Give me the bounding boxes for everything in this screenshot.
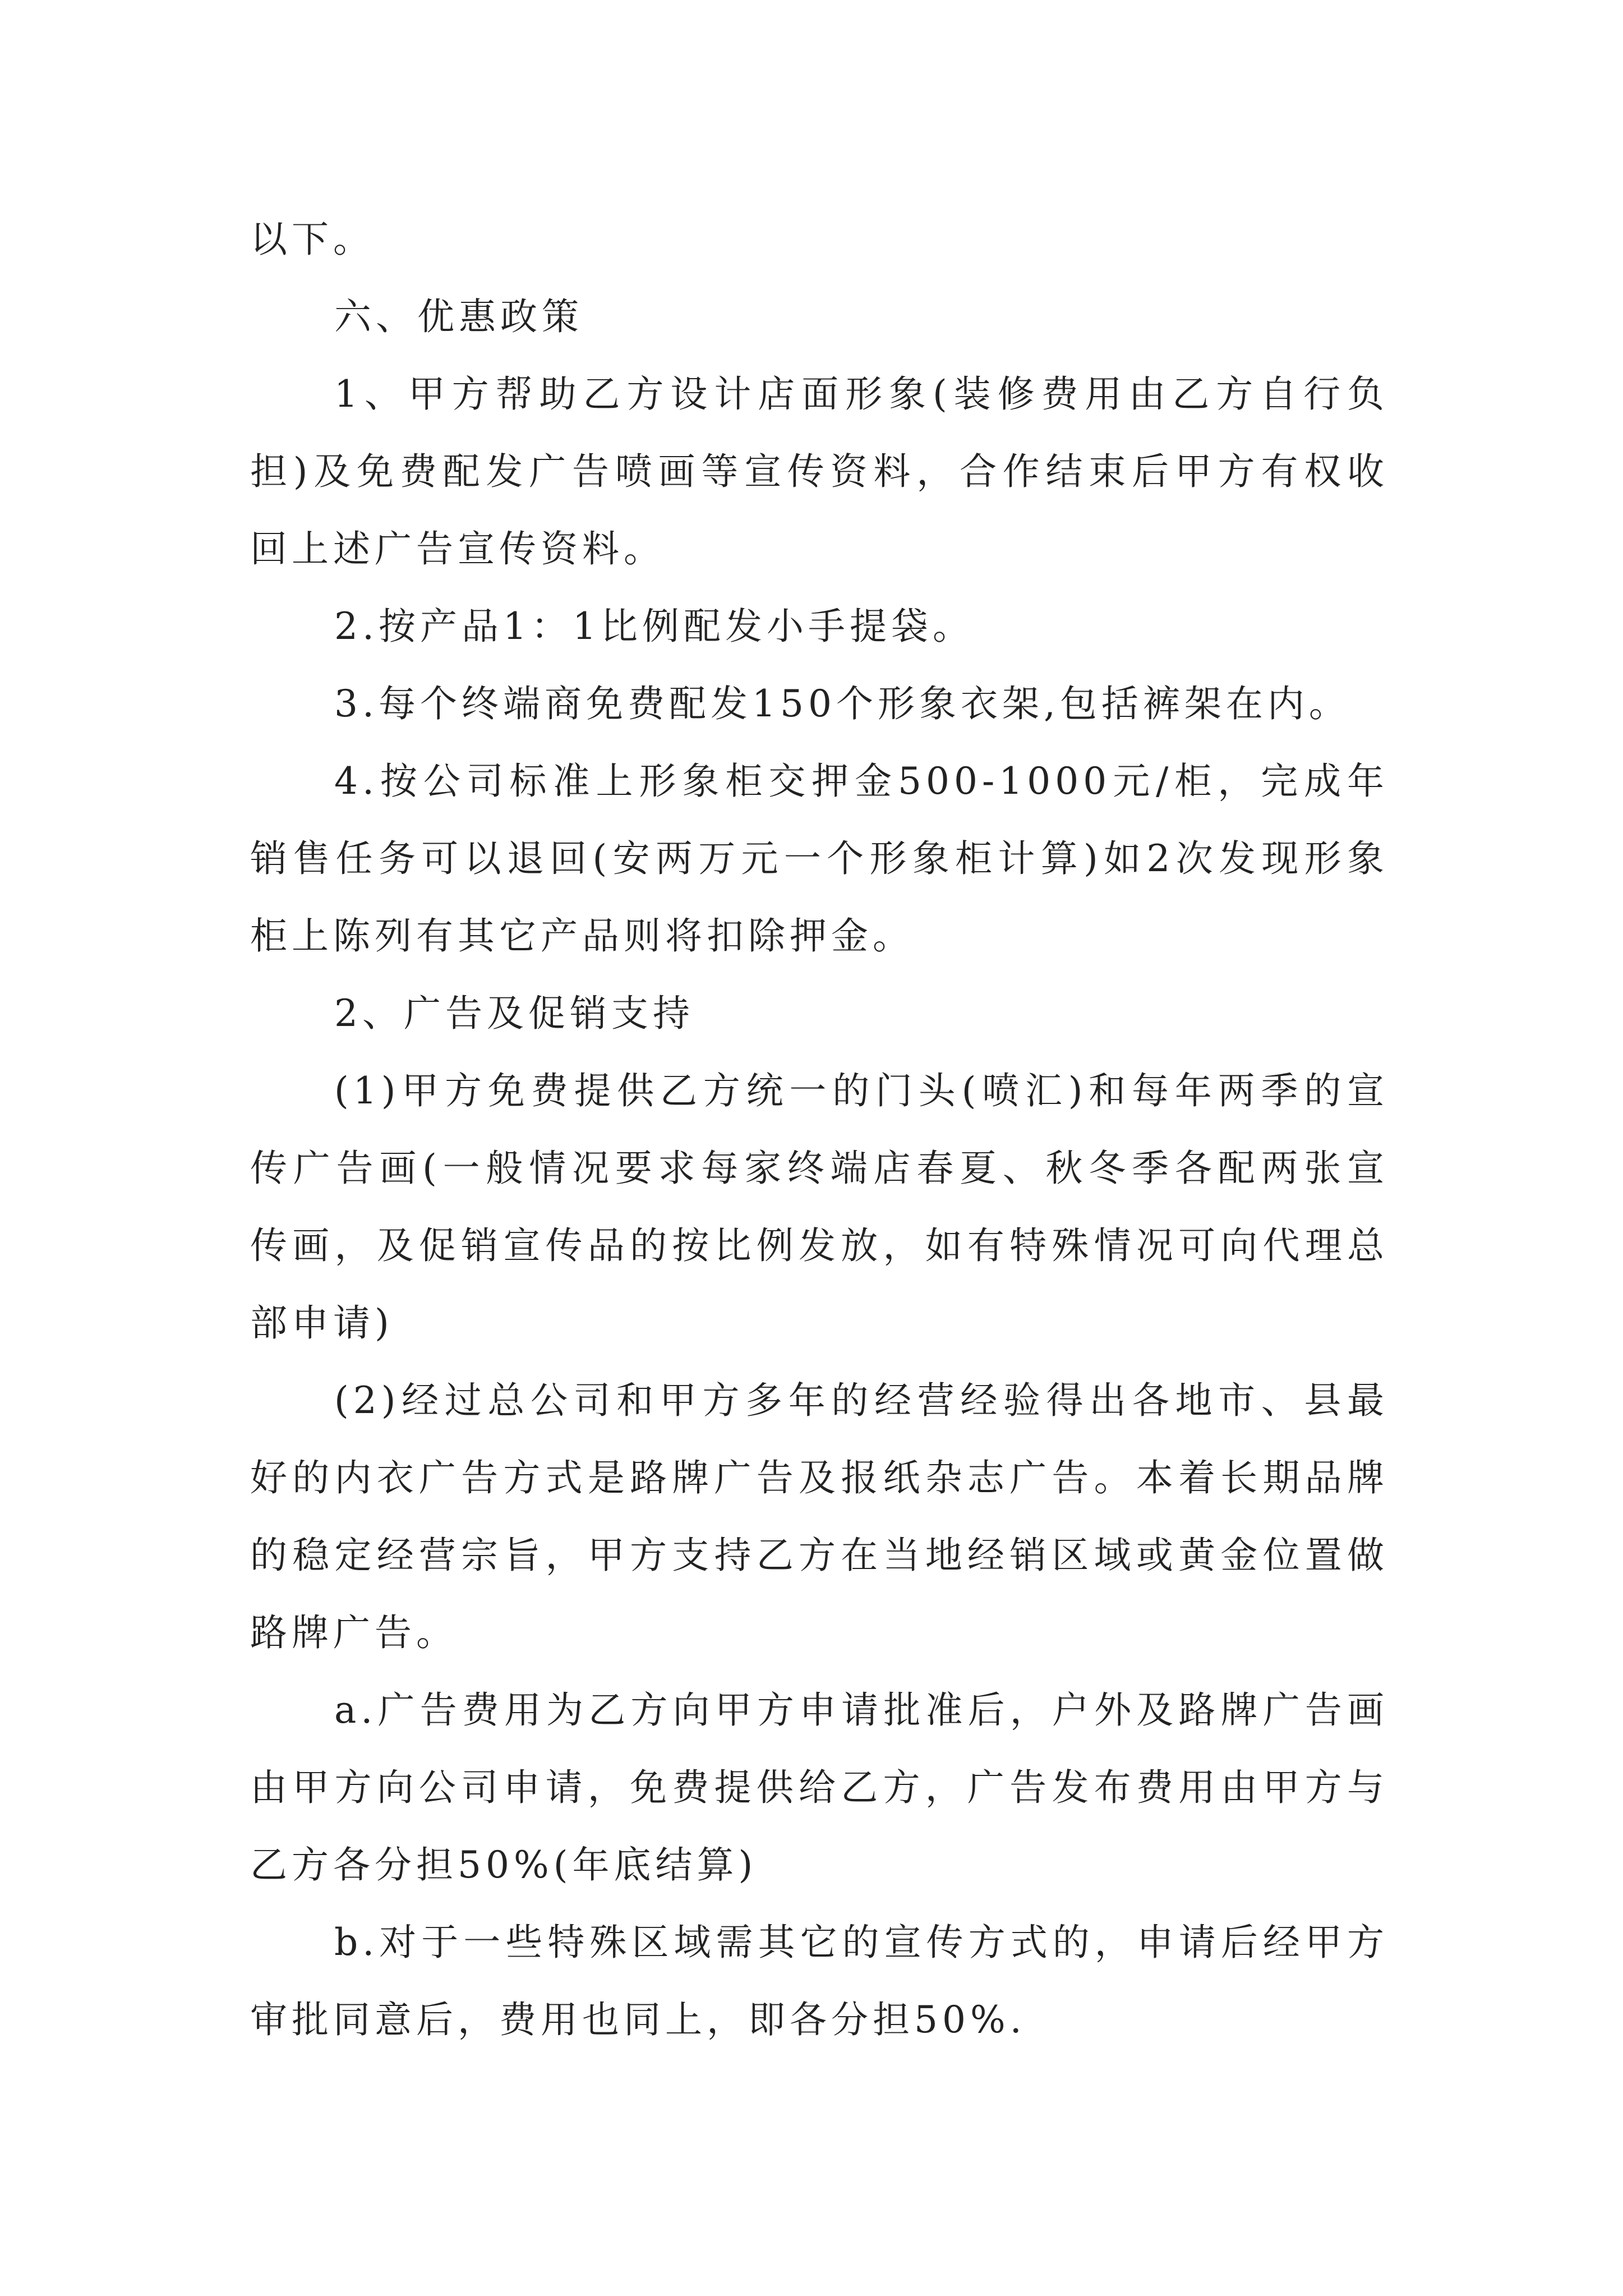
paragraph-special-areas-b: b.对于一些特殊区域需其它的宣传方式的，申请后经甲方审批同意后，费用也同上，即各分担50%.: [250, 1921, 1389, 2041]
paragraph-continuation: 以下。: [250, 218, 375, 261]
paragraph-advertising-costs-a: a.广告费用为乙方向甲方申请批准后，户外及路牌广告画由甲方向公司申请，免费提供给乙方，广告发布费用由甲方与乙方各分担50%(年底结算): [250, 1688, 1389, 1887]
paragraph-display-cabinet-deposit: 4.按公司标准上形象柜交押金500-1000元/柜，完成年销售任务可以退回(安两万元一个形象柜计算)如2次发现形象柜上陈列有其它产品则将扣除押金。: [250, 760, 1389, 958]
paragraph-storefront-posters: (1)甲方免费提供乙方统一的门头(喷汇)和每年两季的宣传广告画(一般情况要求每家终端店春夏、秋冬季各配两张宣传画，及促销宣传品的按比例发放，如有特殊情况可向代理总部申请): [250, 1069, 1389, 1345]
section-heading-advertising-support: 2、广告及促销支持: [334, 992, 694, 1035]
paragraph-store-design: 1、甲方帮助乙方设计店面形象(装修费用由乙方自行负担)及免费配发广告喷画等宣传资料，合作结束后甲方有权收回上述广告宣传资料。: [250, 372, 1389, 570]
section-heading-preferential-policy: 六、优惠政策: [334, 295, 583, 338]
paragraph-billboard-advertising: (2)经过总公司和甲方多年的经营经验得出各地市、县最好的内衣广告方式是路牌广告及报纸杂志广告。本着长期品牌的稳定经营宗旨，甲方支持乙方在当地经销区域或黄金位置做路牌广告。: [250, 1379, 1389, 1654]
paragraph-hangers: 3.每个终端商免费配发150个形象衣架,包括裤架在内。: [334, 682, 1350, 725]
paragraph-handbags: 2.按产品1：1比例配发小手提袋。: [334, 605, 974, 648]
document-body: [250, 201, 1389, 2059]
